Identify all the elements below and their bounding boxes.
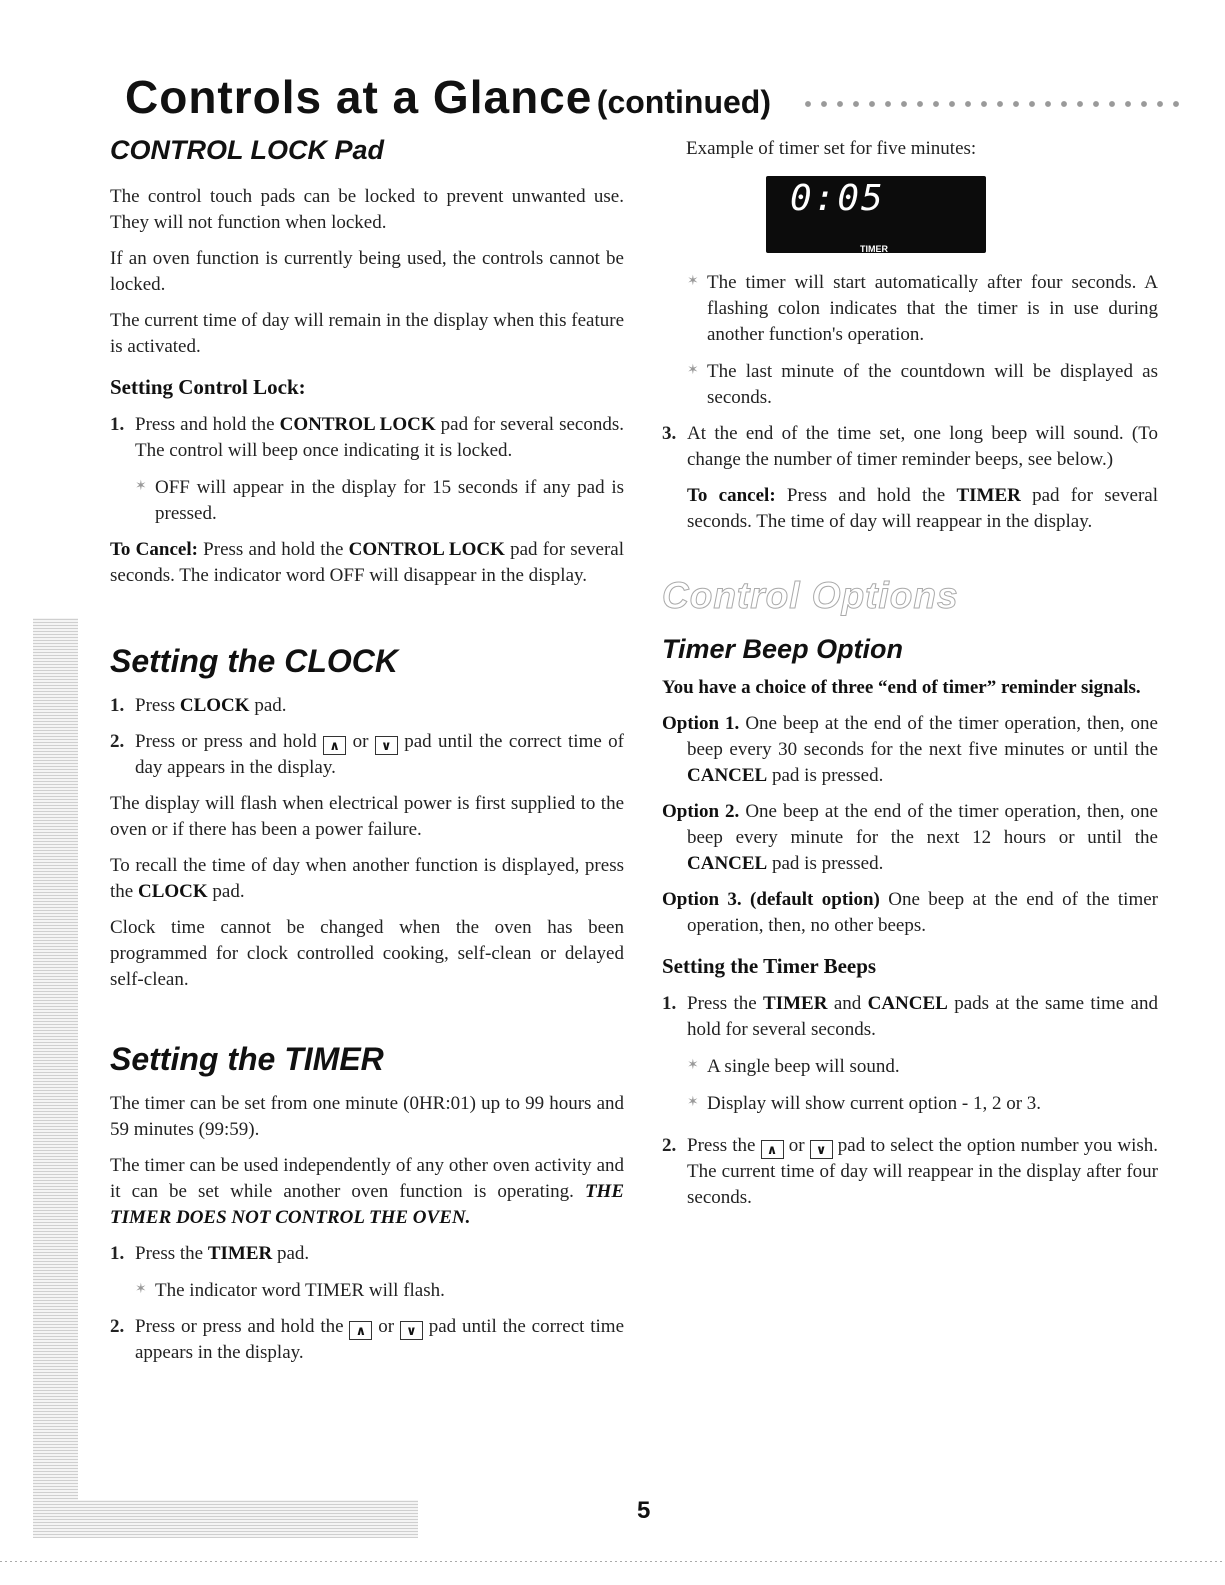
step-text: Press and hold the	[135, 414, 280, 435]
control-lock-step-1	[110, 412, 624, 464]
timer-pad-name: TIMER	[763, 993, 828, 1014]
cancel-label: To Cancel:	[110, 539, 198, 560]
beeps-step-1	[662, 991, 1158, 1043]
cancel-text: Press and hold the	[197, 539, 349, 560]
step-text: Press	[135, 695, 180, 716]
margin-stripe-left	[33, 618, 78, 1538]
timer-beep-intro: You have a choice of three “end of timer” reminder signals.	[662, 677, 1141, 698]
bullet-icon: ✶	[687, 363, 699, 378]
clock-p3: Clock time cannot be changed when the oven has been programmed for clock controlled cooking, self-clean or delayed self-clean.	[110, 917, 624, 990]
bullet-text: OFF will appear in the display for 15 seconds if any pad is pressed.	[155, 477, 624, 524]
control-lock-p3: The current time of day will remain in the display when this feature is activated.	[110, 310, 624, 357]
control-lock-p1: The control touch pads can be locked to prevent unwanted use. They will not function when locked.	[110, 186, 624, 233]
bullet-icon: ✶	[135, 1282, 147, 1297]
clock-step-1	[110, 693, 624, 719]
clock-p1: The display will flash when electrical power is first supplied to the oven or if there has been a power failure.	[110, 793, 624, 840]
timer-display-example	[766, 176, 986, 253]
control-lock-cancel	[110, 537, 624, 589]
cancel-pad-name: CANCEL	[687, 765, 768, 786]
display-timer-label: TIMER	[860, 244, 888, 254]
option-1	[662, 711, 1158, 789]
timer-step-2	[110, 1314, 624, 1366]
setting-timer-heading: Setting the TIMER	[110, 1041, 384, 1077]
timer-warning: THE TIMER DOES NOT CONTROL THE OVEN.	[110, 1181, 624, 1228]
cancel-text: pad for several seconds. The time of day will reappear in the display.	[687, 485, 1158, 532]
option-text: One beep at the end of the timer operation, then, one beep every minute for the next 12 hours or until the	[687, 801, 1158, 848]
down-arrow-pad-icon: ∨	[375, 736, 398, 755]
step-text: or	[346, 731, 375, 752]
timer-beep-option-heading: Timer Beep Option	[662, 634, 904, 664]
page-title	[125, 70, 771, 124]
control-lock-bullet-1	[110, 474, 624, 527]
step-number: 2.	[110, 731, 125, 752]
clock-p2	[110, 853, 624, 905]
title-dot-leader	[800, 100, 1180, 108]
cancel-text: Press and hold the	[775, 485, 957, 506]
option-3	[662, 887, 1158, 939]
up-arrow-pad-icon: ∧	[349, 1321, 372, 1340]
cancel-label: To cancel:	[687, 485, 776, 506]
step-number: 1.	[662, 993, 677, 1014]
control-lock-heading: CONTROL LOCK Pad	[110, 135, 385, 165]
timer-bullet-2	[662, 269, 1158, 348]
step-number: 1.	[110, 414, 125, 435]
step-text: At the end of the time set, one long beep will sound. (To change the number of timer reminder beeps, see below.)	[687, 423, 1158, 470]
cancel-pad-name: CANCEL	[687, 853, 768, 874]
timer-p2-text: The timer can be used independently of any other oven activity and it can be set while another oven function is operating.	[110, 1155, 624, 1202]
setting-timer-beeps-heading: Setting the Timer Beeps	[662, 954, 877, 978]
step-text: and	[827, 993, 868, 1014]
timer-pad-name: TIMER	[956, 485, 1021, 506]
bullet-text: The timer will start automatically after four seconds. A flashing colon indicates that the timer is in use during another function's operation.	[707, 272, 1158, 345]
option-2	[662, 799, 1158, 877]
control-lock-pad-name: CONTROL LOCK	[279, 414, 436, 435]
bullet-icon: ✶	[135, 479, 147, 494]
timer-cancel	[687, 483, 1158, 535]
timer-example-caption: Example of timer set for five minutes:	[686, 138, 977, 159]
control-options-heading: Control Options	[662, 575, 959, 616]
clock-pad-name: CLOCK	[179, 695, 250, 716]
page-title-continued: (continued)	[596, 84, 771, 120]
step-number: 3.	[662, 423, 677, 444]
option-text: One beep at the end of the timer operation, then, no other beeps.	[687, 889, 1158, 936]
step-number: 1.	[110, 1243, 125, 1264]
page-number: 5	[637, 1497, 651, 1524]
step-text: pad for several seconds. The control will beep once indicating it is locked.	[135, 414, 624, 461]
margin-stripe-bottom	[33, 1500, 418, 1538]
step-text: Press or press and hold the	[135, 1316, 350, 1337]
control-lock-pad-name: CONTROL LOCK	[348, 539, 505, 560]
right-column	[662, 132, 1158, 1221]
bullet-text: The last minute of the countdown will be displayed as seconds.	[707, 361, 1158, 408]
bullet-icon: ✶	[687, 1058, 699, 1073]
step-text: pad until the correct time of day appears in the display.	[135, 731, 625, 778]
bullet-text: The indicator word TIMER will flash.	[155, 1280, 445, 1301]
beeps-step-2	[662, 1133, 1158, 1211]
step-text: Press or press and hold	[135, 731, 324, 752]
step-number: 1.	[110, 695, 125, 716]
beeps-bullet-2	[662, 1090, 1158, 1117]
timer-p1: The timer can be set from one minute (0HR:01) up to 99 hours and 59 minutes (99:59).	[110, 1093, 624, 1140]
control-lock-p2: If an oven function is currently being used, the controls cannot be locked.	[110, 248, 624, 295]
down-arrow-pad-icon: ∨	[400, 1321, 423, 1340]
clock-p2-text: pad.	[207, 881, 245, 902]
timer-step-1	[110, 1241, 624, 1267]
step-text: pad to select the option number you wish. The current time of day will reappear in the display after four seconds.	[687, 1135, 1159, 1208]
timer-step-3	[662, 421, 1158, 473]
step-text: or	[372, 1316, 400, 1337]
option-label: Option 1.	[662, 713, 740, 734]
display-digits: 0:05	[790, 178, 885, 219]
step-text: Press the	[135, 1243, 208, 1264]
cancel-pad-name: CANCEL	[867, 993, 948, 1014]
timer-bullet-3	[662, 358, 1158, 411]
step-number: 2.	[110, 1316, 125, 1337]
clock-pad-name: CLOCK	[137, 881, 208, 902]
bullet-text: Display will show current option - 1, 2 or 3.	[707, 1093, 1042, 1114]
option-text: One beep at the end of the timer operation, then, one beep every 30 seconds for the next five minutes or until the	[687, 713, 1158, 760]
down-arrow-pad-icon: ∨	[810, 1140, 833, 1159]
option-label: Option 2.	[662, 801, 740, 822]
timer-p2	[110, 1153, 624, 1231]
bullet-text: A single beep will sound.	[707, 1056, 900, 1077]
beeps-bullet-1	[662, 1053, 1158, 1080]
step-text: pad.	[272, 1243, 310, 1264]
option-text: pad is pressed.	[767, 853, 884, 874]
step-number: 2.	[662, 1135, 677, 1156]
bottom-rule	[0, 1561, 1225, 1562]
left-column	[110, 132, 624, 1376]
timer-pad-name: TIMER	[207, 1243, 273, 1264]
step-text: Press the	[687, 993, 764, 1014]
up-arrow-pad-icon: ∧	[323, 736, 346, 755]
page-title-main: Controls at a Glance	[125, 71, 593, 123]
step-text: pad until the correct time appears in the display.	[135, 1316, 624, 1363]
setting-clock-heading: Setting the CLOCK	[110, 643, 398, 679]
option-text: pad is pressed.	[767, 765, 884, 786]
cancel-text: pad for several seconds. The indicator word OFF will disappear in the display.	[110, 539, 624, 586]
bullet-icon: ✶	[687, 274, 699, 289]
timer-bullet-1	[110, 1277, 624, 1304]
setting-control-lock-heading: Setting Control Lock:	[110, 375, 306, 399]
up-arrow-pad-icon: ∧	[761, 1140, 784, 1159]
clock-step-2	[110, 729, 624, 781]
step-text: pads at the same time and hold for several seconds.	[687, 993, 1158, 1040]
step-text: or	[783, 1135, 810, 1156]
step-text: pad.	[249, 695, 287, 716]
clock-p2-text: To recall the time of day when another function is displayed, press the	[110, 855, 624, 902]
option-label: Option 3. (default option)	[662, 889, 880, 910]
bullet-icon: ✶	[687, 1095, 699, 1110]
step-text: Press the	[687, 1135, 761, 1156]
